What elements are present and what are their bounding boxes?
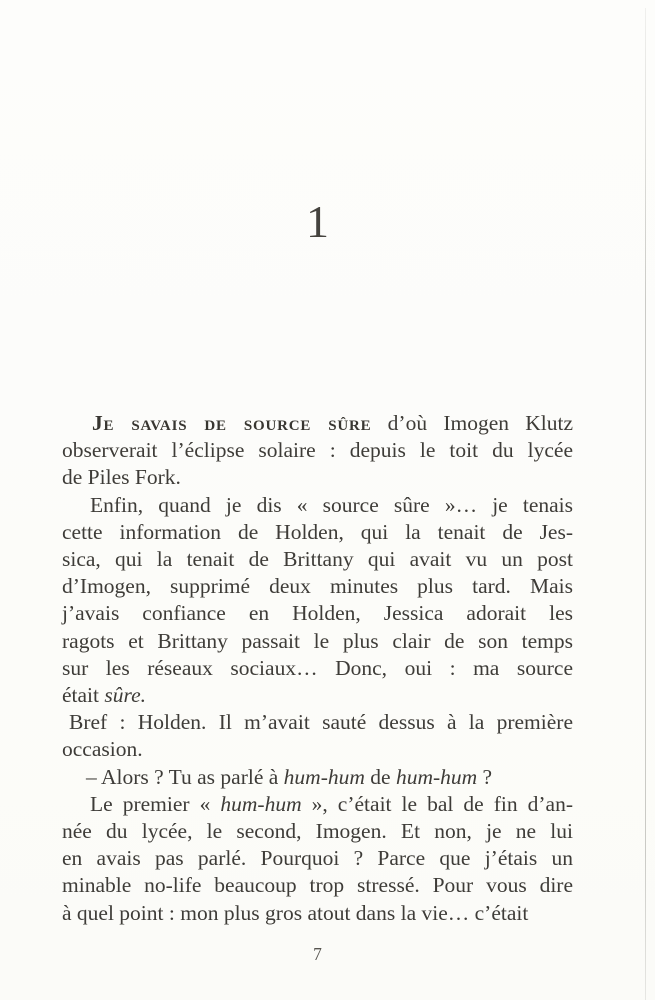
text-line <box>62 628 573 655</box>
text-segment: minable no-life beaucoup trop stressé. Pour vous dire <box>62 873 573 898</box>
text-segment: hum-hum <box>220 791 302 816</box>
paragraph-le-premier <box>62 791 573 927</box>
text-segment: Bref : Holden. Il m’avait sauté dessus à la première <box>69 710 573 735</box>
text-segment: Je savais de source sûre <box>92 411 372 435</box>
text-line <box>62 764 573 791</box>
text-segment: d’Imogen, supprimé deux minutes plus tard. Mais <box>62 574 573 599</box>
page-number: 7 <box>313 944 322 964</box>
text-line <box>62 546 573 573</box>
body-text <box>62 410 573 927</box>
text-segment: – Alors ? Tu as parlé à <box>86 764 284 789</box>
text-line <box>62 492 573 519</box>
paragraph-bref <box>62 709 573 763</box>
text-line <box>62 791 573 818</box>
text-line <box>62 655 573 682</box>
text-segment: j’avais confiance en Holden, Jessica adorait les <box>62 601 573 626</box>
paragraph-dialogue <box>62 764 573 791</box>
text-line <box>62 709 573 736</box>
text-segment: Le premier « <box>90 791 221 816</box>
text-segment: de <box>364 764 396 789</box>
text-line <box>62 410 573 437</box>
paragraph-opening <box>62 410 573 492</box>
text-segment: était <box>62 683 105 708</box>
text-line <box>62 736 573 763</box>
text-segment: de Piles Fork. <box>62 465 181 490</box>
text-segment: en avais pas parlé. Pourquoi ? Parce que j’étais un <box>62 846 573 871</box>
text-segment: », c’était le bal de fin d’an- <box>301 791 574 816</box>
text-segment: ragots et Brittany passait le plus clair de son temps <box>62 628 573 653</box>
text-segment: sur les réseaux sociaux… Donc, oui : ma source <box>62 655 573 680</box>
text-line <box>62 818 573 845</box>
text-segment: sica, qui la tenait de Brittany qui avait vu un post <box>62 547 573 572</box>
chapter-number: 1 <box>306 196 329 247</box>
text-segment: née du lycée, le second, Imogen. Et non, je ne lui <box>62 819 573 844</box>
text-segment: sûre. <box>104 683 146 708</box>
page-edge-line <box>645 8 646 1000</box>
text-segment: observerait l’éclipse solaire : depuis le toit du lycée <box>62 438 573 463</box>
text-line <box>62 872 573 899</box>
text-segment: cette information de Holden, qui la tenait de Jes- <box>62 519 573 544</box>
text-segment: ? <box>477 764 493 789</box>
text-segment: hum-hum <box>395 764 478 789</box>
text-line <box>62 600 573 627</box>
text-line <box>62 464 573 491</box>
text-segment: hum-hum <box>283 764 365 789</box>
text-line <box>62 519 573 546</box>
text-segment: d’où Imogen Klutz <box>371 411 574 435</box>
text-segment: occasion. <box>62 737 143 762</box>
text-line <box>62 573 573 600</box>
text-line <box>62 845 573 872</box>
text-segment: à quel point : mon plus gros atout dans la vie… c’était <box>62 900 529 925</box>
text-line <box>62 437 573 464</box>
text-line <box>62 682 573 709</box>
text-line <box>62 900 573 927</box>
text-segment: Enfin, quand je dis « source sûre »… je tenais <box>90 492 573 517</box>
paragraph-enfin <box>62 492 573 710</box>
